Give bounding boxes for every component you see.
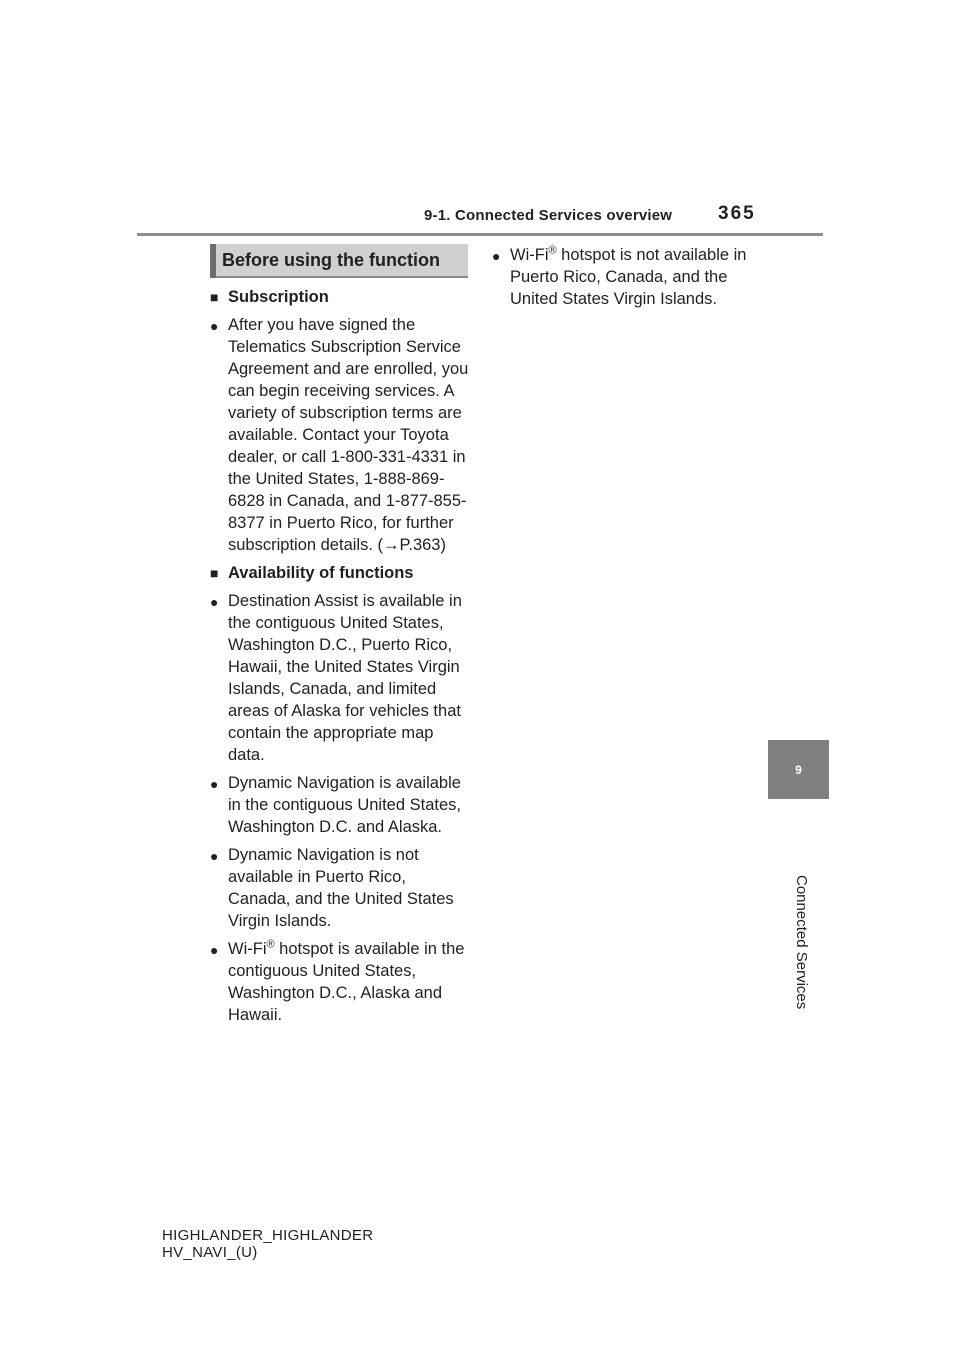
square-bullet-icon: ■	[210, 289, 219, 305]
list-item-text	[228, 938, 472, 1026]
chapter-tab[interactable]	[768, 740, 829, 799]
list-item	[210, 938, 472, 1026]
right-column	[492, 244, 754, 316]
bullet-icon: ●	[210, 318, 219, 334]
footer-line: HV_NAVI_(U)	[162, 1244, 258, 1261]
list-item-text: Destination Assist is available in the contiguous United States, Washington D.C., Puerto Rico, Hawaii, the United States Virgin Islands, Canada, and limited areas of Alaska for vehicles that contain the appropriate map data.	[228, 592, 462, 764]
left-column	[210, 244, 472, 1032]
subsection-title: Subscription	[228, 288, 329, 306]
document-footer	[162, 1227, 373, 1261]
wifi-text: hotspot is not available in Puerto Rico, Canada, and the United States Virgin Islands.	[510, 246, 747, 308]
bullet-icon: ●	[210, 776, 219, 792]
wifi-text: hotspot is available in the contiguous United States, Washington D.C., Alaska and Hawaii.	[228, 940, 465, 1024]
list-item	[210, 844, 472, 932]
registered-mark: ®	[548, 244, 557, 257]
section-heading: Before using the function	[210, 244, 468, 278]
list-item-text	[510, 244, 754, 310]
header-divider	[137, 233, 823, 236]
list-item	[210, 314, 472, 556]
bullet-icon: ●	[492, 248, 501, 264]
page-header-title: 9-1. Connected Services overview	[424, 207, 673, 224]
bullet-icon: ●	[210, 942, 219, 958]
list-item	[210, 772, 472, 838]
subsection-availability	[210, 562, 472, 584]
registered-mark: ®	[266, 938, 275, 951]
chapter-tab-label: Connected Services	[793, 875, 810, 1010]
list-item-text: After you have signed the Telematics Subscription Service Agreement and are enrolled, you can begin receiving services. A variety of subscription terms are available. Contact your Toyota dealer, or call 1-800-331-4331 in the United States, 1-888-869-6828 in Canada, and 1-877-855-8377 in Puerto Rico, for further subscription details. (→P.363)	[228, 316, 469, 554]
wifi-label: Wi-Fi	[228, 940, 267, 958]
page-number: 365	[718, 203, 756, 224]
list-item	[492, 244, 754, 310]
bullet-icon: ●	[210, 848, 219, 864]
footer-line: HIGHLANDER_HIGHLANDER	[162, 1227, 374, 1244]
subsection-title: Availability of functions	[228, 564, 414, 582]
list-item-text: Dynamic Navigation is not available in Puerto Rico, Canada, and the United States Virgin Islands.	[228, 846, 454, 930]
square-bullet-icon: ■	[210, 565, 219, 581]
bullet-icon: ●	[210, 594, 219, 610]
chapter-tab-number: 9	[795, 762, 802, 777]
list-item-text: Dynamic Navigation is available in the contiguous United States, Washington D.C. and Alaska.	[228, 774, 461, 836]
wifi-label: Wi-Fi	[510, 246, 549, 264]
list-item	[210, 590, 472, 766]
subsection-subscription	[210, 286, 472, 308]
